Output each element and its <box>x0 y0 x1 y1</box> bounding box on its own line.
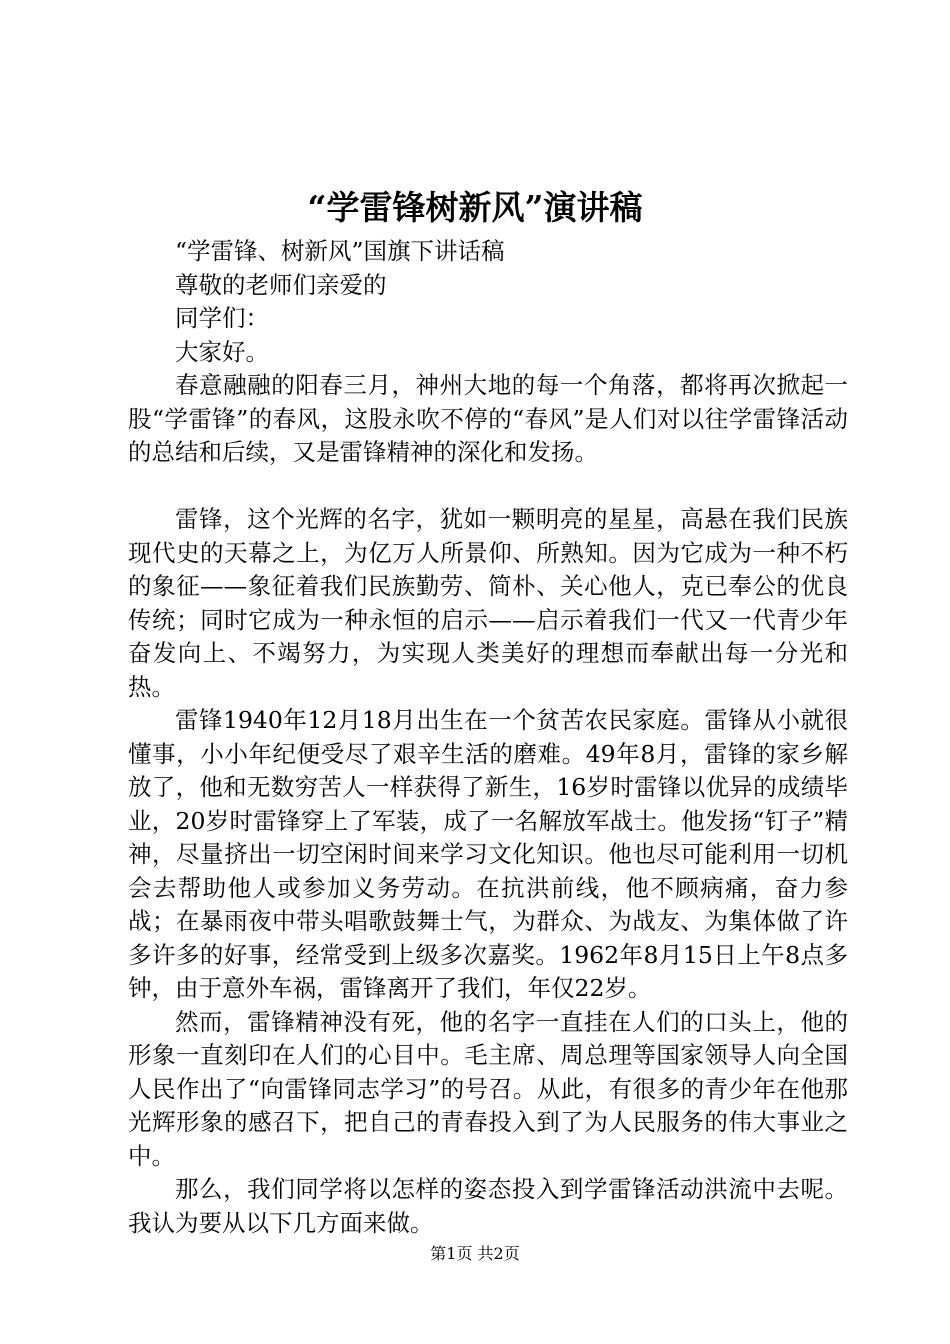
paragraph-greeting: 尊敬的老师们亲爱的 <box>175 270 387 299</box>
document-body <box>128 235 848 1240</box>
paragraph-greeting-cont: 同学们： <box>175 304 269 332</box>
page-number-footer: 第1页 共2页 <box>430 1244 520 1263</box>
paragraph-hello: 大家好。 <box>175 337 269 366</box>
paragraph-how-to: 那么，我们同学将以怎样的姿态投入到学雷锋活动洪流中去呢。我认为要从以下几方面来做。 <box>128 1175 848 1237</box>
paragraph-leifeng-spirit: 然而，雷锋精神没有死，他的名字一直挂在人们的口头上，他的形象一直刻印在人们的心目中。毛主席、周总理等国家领导人向全国人民作出了“向雷锋同志学习”的号召。从此，有很多的青少年在他那光辉形象的感召下，把自己的青春投入到了为人民服务的伟大事业之中。 <box>128 1007 848 1170</box>
document-title: “学雷锋树新风”演讲稿 <box>307 188 643 227</box>
paragraph-spring: 春意融融的阳春三月，神州大地的每一个角落，都将再次掀起一股“学雷锋”的春风，这股永吹不停的“春风”是人们对以往学雷锋活动的总结和后续，又是雷锋精神的深化和发扬。 <box>128 371 848 466</box>
paragraph-leifeng-name: 雷锋，这个光辉的名字，犹如一颗明亮的星星，高悬在我们民族现代史的天幕之上，为亿万人所景仰、所熟知。因为它成为一种不朽的象征——象征着我们民族勤劳、简朴、关心他人，克已奉公的优良传统；同时它成为一种永恒的启示——启示着我们一代又一代青少年奋发向上、不竭努力，为实现人类美好的理想而奉献出每一分光和热。 <box>128 505 848 701</box>
paragraph-leifeng-life: 雷锋1940年12月18月出生在一个贫苦农民家庭。雷锋从小就很懂事，小小年纪便受尽了艰辛生活的磨难。49年8月，雷锋的家乡解放了，他和无数穷苦人一样获得了新生，16岁时雷锋以优异的成绩毕业，20岁时雷锋穿上了军装，成了一名解放军战士。他发扬“钉子”精神，尽量挤出一切空闲时间来学习文化知识。他也尽可能利用一切机会去帮助他人或参加义务劳动。在抗洪前线，他不顾病痛，奋力参战；在暴雨夜中带头唱歌鼓舞士气，为群众、为战友、为集体做了许多许多的好事，经常受到上级多次嘉奖。1962年8月15日上午8点多钟，由于意外车祸，雷锋离开了我们，年仅22岁。 <box>128 706 848 1002</box>
paragraph-subtitle: “学雷锋、树新风”国旗下讲话稿 <box>175 237 505 265</box>
